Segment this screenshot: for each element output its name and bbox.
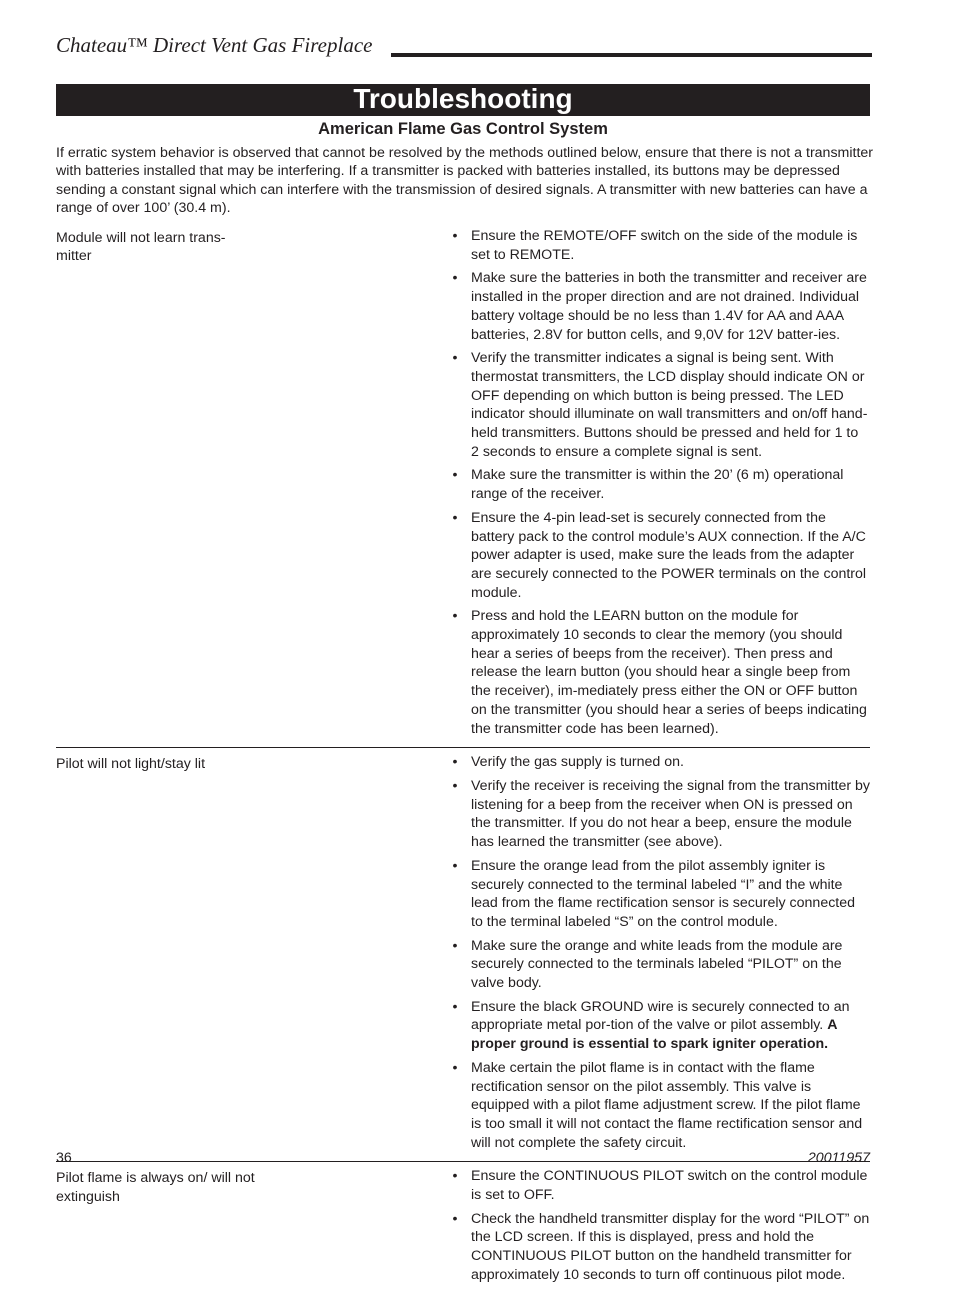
bullet-icon: • (452, 857, 458, 874)
solution-text: Ensure the REMOTE/OFF switch on the side of the module is set to REMOTE. (471, 228, 858, 263)
bullet-icon: • (452, 1210, 458, 1227)
solution-item (452, 227, 870, 264)
header-rule (391, 53, 872, 57)
bullet-icon: • (452, 350, 458, 367)
trouble-row (56, 1161, 870, 1293)
solution-item (452, 998, 870, 1054)
bullet-icon: • (452, 1059, 458, 1076)
solution-text: Ensure the orange lead from the pilot assembly igniter is securely connected to the terminal labeled “I” and the white lead from the flame rectification sensor is securely connected to the terminal labeled “S” on the control module. (471, 857, 856, 930)
solution-text: Make certain the pilot flame is in contact with the flame rectification sensor on the pilot assembly. This valve is equipped with a pilot flame adjustment screw. If the pilot flame is too small it will not contact the flame rectification sensor and will not complete the safety circuit. (471, 1059, 863, 1151)
solution-item (452, 1167, 870, 1204)
solution-text: Press and hold the LEARN button on the module for approximately 10 seconds to clear the memory (you should hear a series of beeps from the receiver). Then press and release the learn button (you should hear a single beep from the receiver), im-mediately press either the ON or OFF button on the transmitter (you should hear a series of beeps indicating the transmitter code has been learned). (471, 608, 867, 737)
bullet-icon: • (452, 937, 458, 954)
solution-text: Ensure the black GROUND wire is securely connected to an appropriate metal por-tion of the valve or pilot assembly. (471, 998, 850, 1034)
solution-item (452, 1210, 870, 1285)
problem-label: Pilot will not light/stay lit (56, 756, 206, 773)
solution-item (452, 466, 870, 503)
solution-text: Ensure the 4-pin lead-set is securely connected from the battery pack to the control module’s AUX connection. If the A/C power adapter is used, make sure the leads from the adapter are securely connected to the POWER terminals on the control module. (471, 509, 867, 601)
solution-item (452, 753, 870, 772)
solution-text: Make sure the batteries in both the transmitter and receiver are installed in the proper direction and are not drained. Individual battery voltage should be no less than 1.4V for AA and AAA batteries, 2.8V for button cells, and 9,0V for 12V batter-ies. (471, 270, 867, 343)
problem-label: Pilot flame is always on/ will not extinguish (56, 1170, 255, 1205)
solution-text: Check the handheld transmitter display for the word “PILOT” on the LCD screen. If this is displayed, press and hold the CONTINUOUS PILOT button on the handheld transmitter for approximately 10 seconds to turn off continuous pilot mode. (471, 1210, 870, 1283)
problem-label: Module will not learn trans-mitter (56, 230, 226, 265)
page-number: 36 (56, 1150, 72, 1166)
solution-item (452, 777, 870, 852)
intro-paragraph: If erratic system behavior is observed that cannot be resolved by the methods outlined below, ensure that there is not a transmitter with batteries installed that may be interfering. If a transmitter is packed with batteries installed, its buttons may be depressed sending a constant signal which can interfere with the transmission of desired signals. A transmitter with new batteries can have a range of over 100’ (30.4 m). (56, 145, 874, 217)
solution-list (256, 753, 870, 1157)
bullet-icon: • (452, 754, 458, 771)
bullet-icon: • (452, 1168, 458, 1185)
bullet-icon: • (452, 608, 458, 625)
solution-text: Ensure the CONTINUOUS PILOT switch on the control module is set to OFF. (471, 1168, 868, 1204)
bullet-icon: • (452, 998, 458, 1015)
solution-item (452, 509, 870, 603)
bullet-icon: • (452, 228, 458, 244)
solution-text: Make sure the transmitter is within the 20’ (6 m) operational range of the receiver. (471, 467, 844, 503)
solution-item (452, 607, 870, 738)
solution-item (452, 937, 870, 993)
running-head: Chateau™ Direct Vent Gas Fireplace (56, 33, 373, 57)
troubleshooting-table (56, 227, 870, 1294)
document-number: 20011957 (807, 1150, 870, 1166)
solution-text: Verify the gas supply is turned on. (471, 754, 684, 771)
solution-text: Verify the receiver is receiving the signal from the transmitter by listening for a beep from the receiver when ON is pressed on the transmitter. If you do not hear a beep, ensure the module has learned the transmitter (see above). (471, 777, 870, 851)
solution-item (452, 857, 870, 932)
trouble-row (56, 227, 870, 747)
solution-item (452, 269, 870, 344)
bullet-icon: • (452, 777, 458, 794)
solution-text: Verify the transmitter indicates a signal is being sent. With thermostat transmitters, the LCD display should indicate ON or OFF depending on which button is being pressed. The LED indicator should illuminate on wall transmitters and on/off hand-held transmitters. Buttons should be pressed and held for 1 to 2 seconds to ensure a complete signal is sent. (471, 350, 868, 460)
ground-warning: A proper ground is essential to spark igniter operation. (471, 1017, 837, 1053)
solution-list (256, 1167, 870, 1289)
trouble-row (56, 747, 870, 1161)
solution-list (256, 227, 870, 743)
section-subtitle: American Flame Gas Control System (318, 120, 608, 138)
solution-item (452, 349, 870, 461)
page-title: Troubleshooting (56, 84, 870, 116)
solution-item (452, 1059, 870, 1153)
bullet-icon: • (452, 270, 458, 287)
bullet-icon: • (452, 509, 458, 526)
solution-text: Make sure the orange and white leads from the module are securely connected to the terminals labeled “PILOT” on the valve body. (471, 937, 843, 992)
bullet-icon: • (452, 467, 458, 484)
